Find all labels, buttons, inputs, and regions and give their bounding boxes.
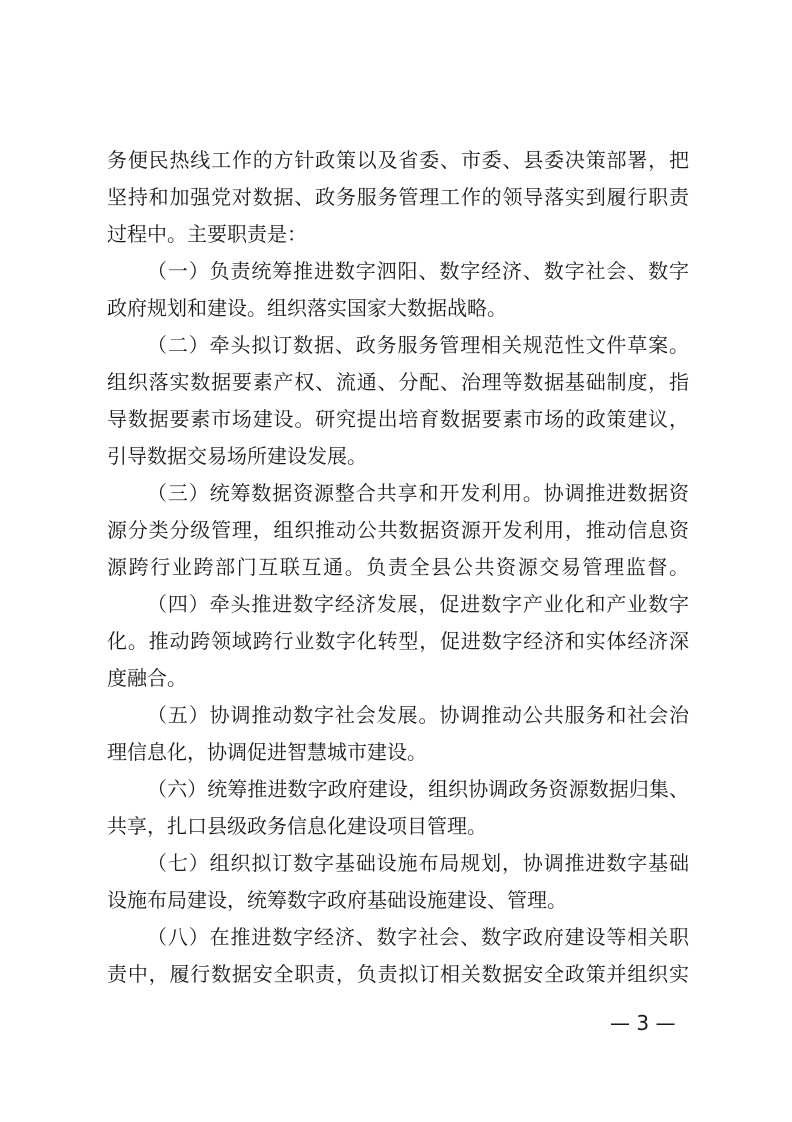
paragraph-6-start: （六）统筹推进数字政府建设，组织协调政务资源数据归集、	[147, 777, 689, 801]
text-line: 导数据要素市场建设。研究提出培育数据要素市场的政策建议，	[107, 407, 689, 431]
text-line: 源跨行业跨部门互联互通。负责全县公共资源交易管理监督。	[107, 555, 689, 579]
text-line: 源分类分级管理，组织推动公共数据资源开发利用，推动信息资	[107, 518, 689, 542]
text-line: 政府规划和建设。组织落实国家大数据战略。	[107, 296, 507, 320]
text-line: 引导数据交易场所建设发展。	[107, 444, 367, 468]
text-line: 共享，扎口县级政务信息化建设项目管理。	[107, 814, 487, 838]
text-line: 责中，履行数据安全职责，负责拟订相关数据安全政策并组织实	[107, 962, 689, 986]
text-line: 坚持和加强党对数据、政务服务管理工作的领导落实到履行职责	[107, 185, 689, 209]
text-line: 务便民热线工作的方针政策以及省委、市委、县委决策部署，把	[107, 148, 689, 172]
page-number: — 3 —	[610, 1011, 676, 1035]
paragraph-2-start: （二）牵头拟订数据、政务服务管理相关规范性文件草案。	[147, 333, 689, 357]
text-line: 设施布局建设，统筹数字政府基础设施建设、管理。	[107, 888, 567, 912]
text-line: 组织落实数据要素产权、流通、分配、治理等数据基础制度，指	[107, 370, 689, 394]
text-line: 度融合。	[107, 666, 187, 690]
paragraph-7-start: （七）组织拟订数字基础设施布局规划，协调推进数字基础	[147, 851, 689, 875]
text-line: 过程中。主要职责是：	[107, 222, 307, 246]
text-line: 理信息化，协调促进智慧城市建设。	[107, 740, 427, 764]
paragraph-3-start: （三）统筹数据资源整合共享和开发利用。协调推进数据资	[147, 481, 689, 505]
paragraph-8-start: （八）在推进数字经济、数字社会、数字政府建设等相关职	[147, 925, 689, 949]
paragraph-4-start: （四）牵头推进数字经济发展，促进数字产业化和产业数字	[147, 592, 689, 616]
text-line: 化。推动跨领域跨行业数字化转型，促进数字经济和实体经济深	[107, 629, 689, 653]
paragraph-5-start: （五）协调推动数字社会发展。协调推动公共服务和社会治	[147, 703, 689, 727]
paragraph-1-start: （一）负责统筹推进数字泗阳、数字经济、数字社会、数字	[147, 259, 689, 283]
